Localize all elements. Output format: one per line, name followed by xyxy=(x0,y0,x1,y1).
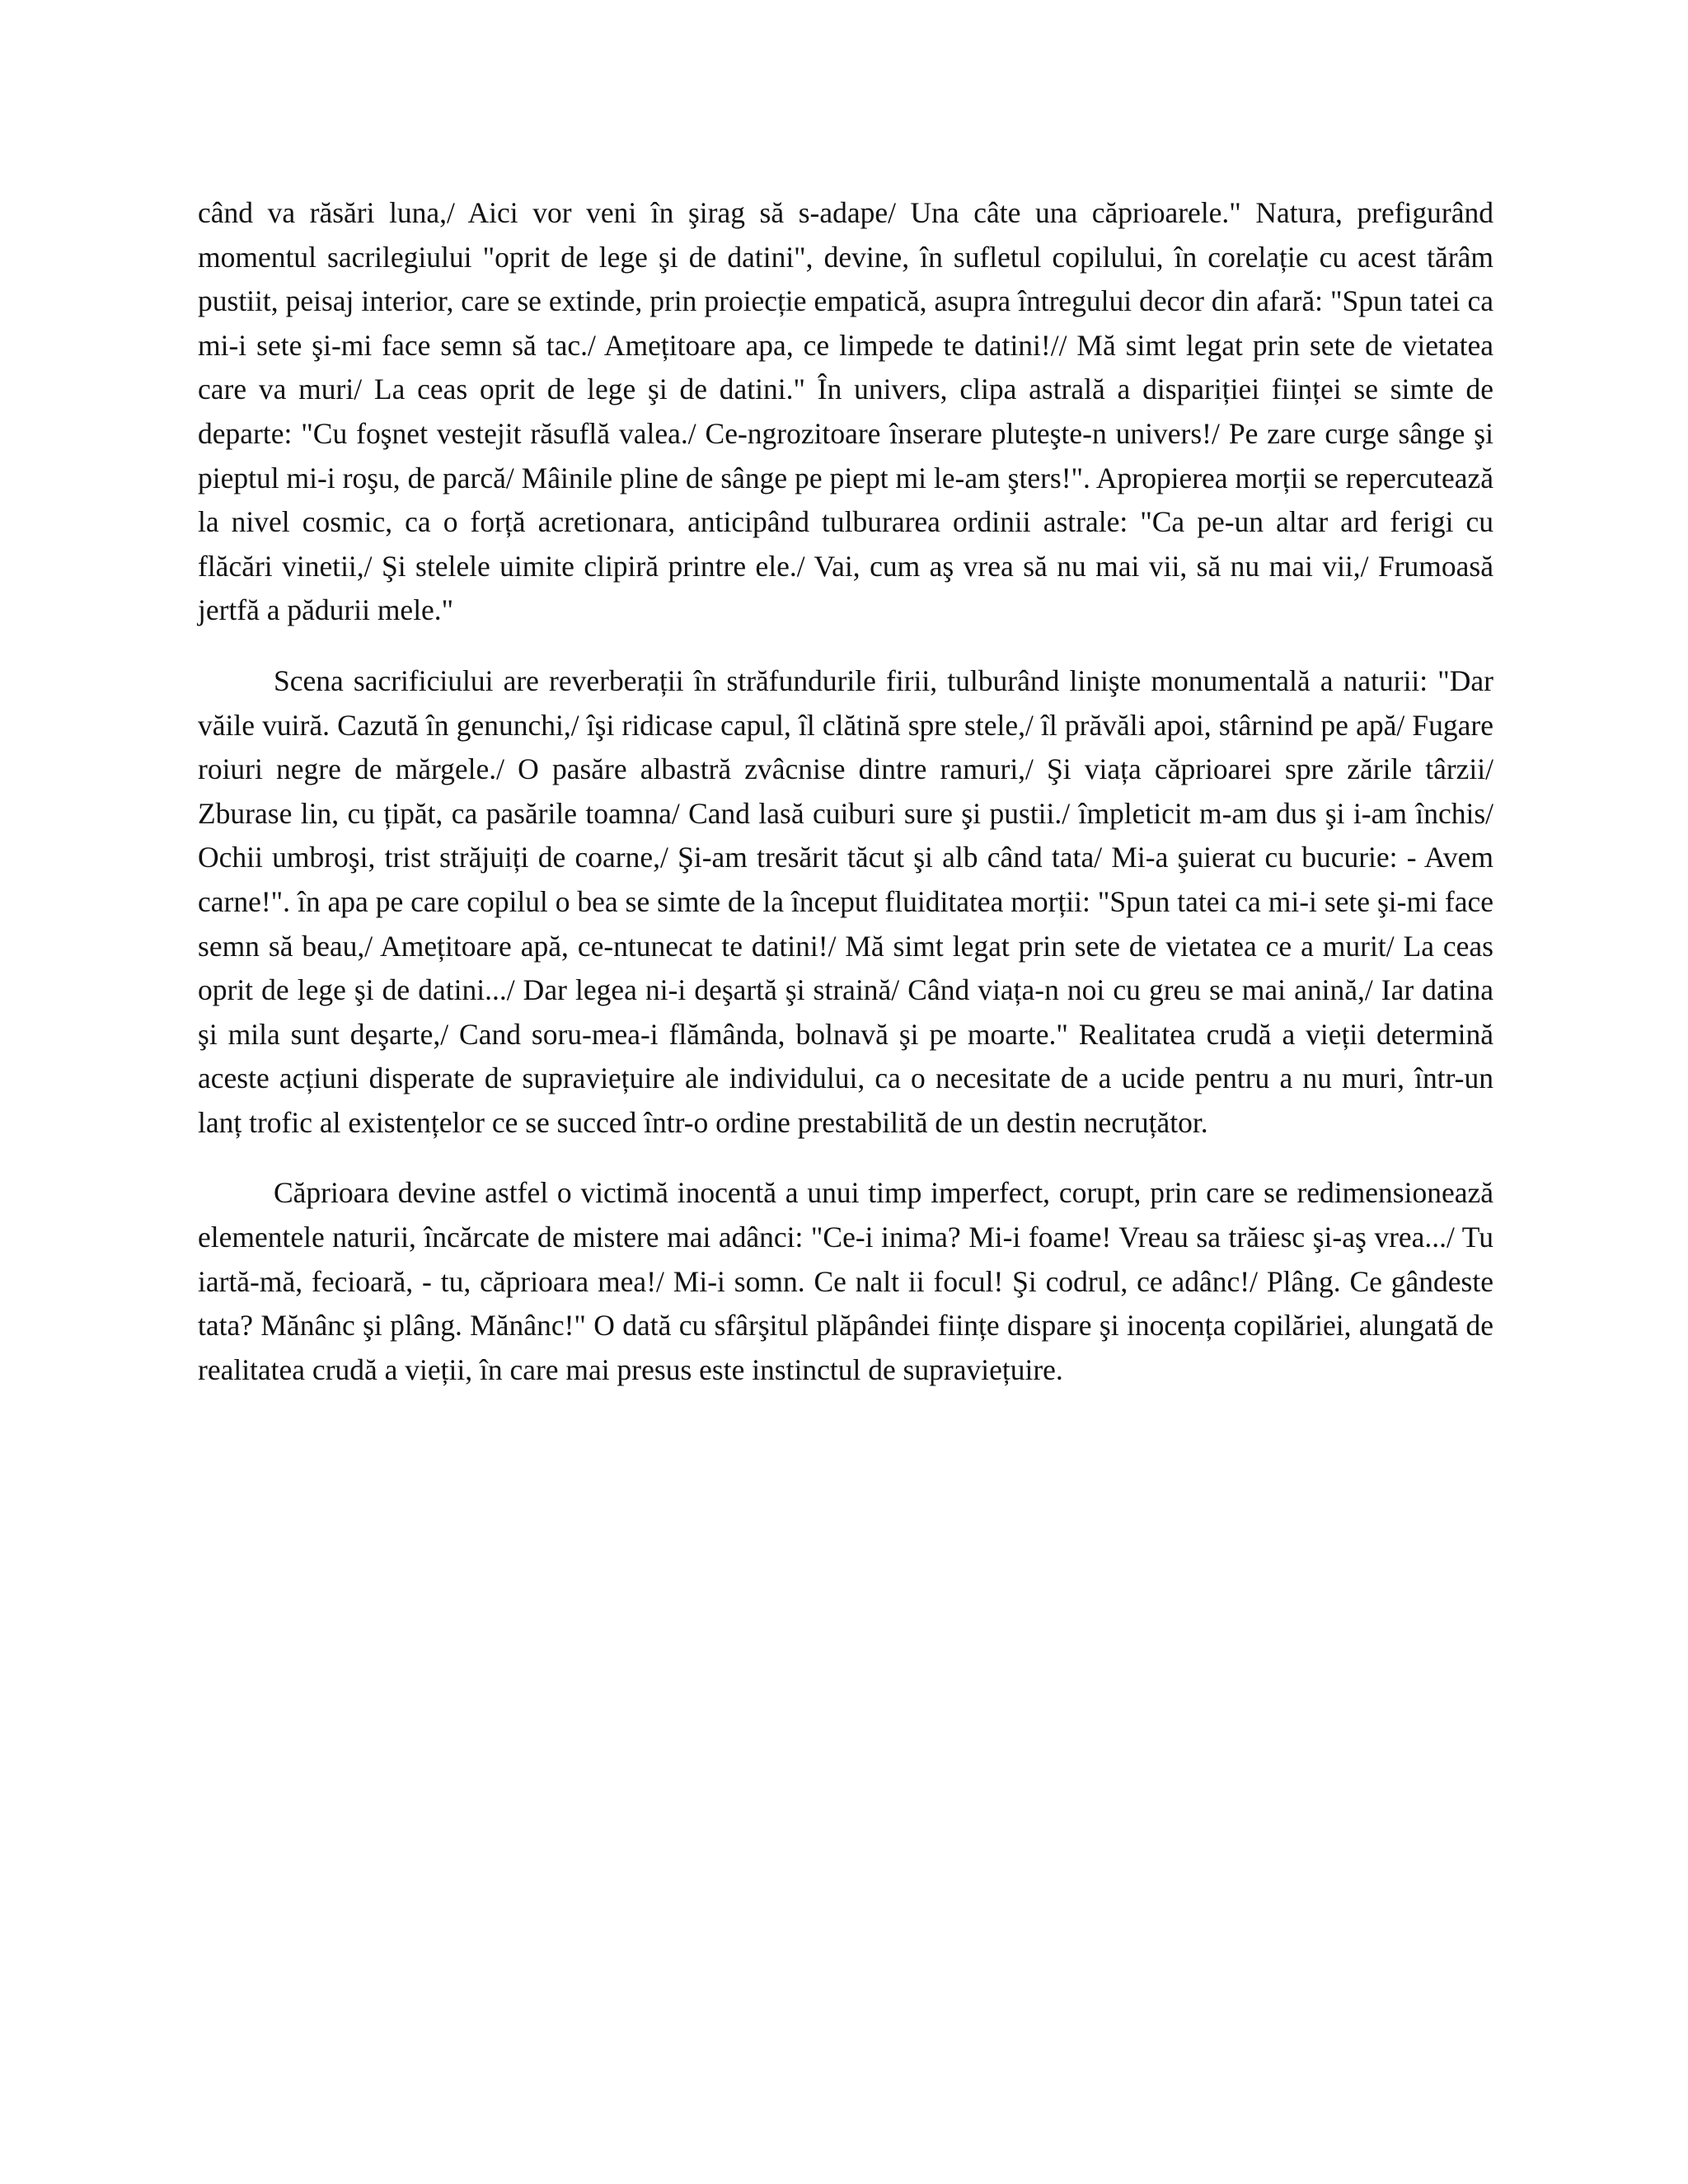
paragraph-1: când va răsări luna,/ Aici vor veni în şirag să s-adape/ Una câte una căprioarele." Natura, prefigurând momentul sacrilegiului "oprit de lege şi de datini", devine, în sufletul copilului, în corelație cu acest tărâm pustiit, peisaj interior, care se extinde, prin proiecție empatică, asupra întregului decor din afară: "Spun tatei ca mi-i sete şi-mi face semn să tac./ Amețitoare apa, ce limpede te datini!// Mă simt legat prin sete de vietatea care va muri/ La ceas oprit de lege şi de datini." În univers, clipa astrală a dispariției ființei se simte de departe: "Cu foşnet vestejit răsuflă valea./ Ce-ngrozitoare înserare pluteşte-n univers!/ Pe zare curge sânge şi pieptul mi-i roşu, de parcă/ Mâinile pline de sânge pe piept mi le-am şters!". Apropierea morții se repercutează la nivel cosmic, ca o forță acretionara, anticipând tulburarea ordinii astrale: "Ca pe-un altar ard ferigi cu flăcări vinetii,/ Şi stelele uimite clipiră printre ele./ Vai, cum aş vrea să nu mai vii, să nu mai vii,/ Frumoasă jertfă a pădurii mele." xyxy=(198,196,1493,627)
paragraph-3: Căprioara devine astfel o victimă inocentă a unui timp imperfect, corupt, prin care se redimensionează elementele naturii, încărcate de mistere mai adânci: "Ce-i inima? Mi-i foame! Vreau sa trăiesc şi-aş vrea.../ Tu iartă-mă, fecioară, - tu, căprioara mea!/ Mi-i somn. Ce nalt ii focul! Şi codrul, ce adânc!/ Plâng. Ce gândeste tata? Mănânc şi plâng. Mănânc!" O dată cu sfârşitul plăpândei ființe dispare şi inocența copilăriei, alungată de realitatea crudă a vieții, în care mai presus este instinctul de supraviețuire. xyxy=(198,1176,1493,1386)
document-body xyxy=(198,191,1493,1418)
paragraph-2: Scena sacrificiului are reverberații în străfundurile firii, tulburând linişte monumentală a naturii: "Dar văile vuiră. Cazută în genunchi,/ îşi ridicase capul, îl clătină spre stele,/ îl prăvăli apoi, stârnind pe apă/ Fugare roiuri negre de mărgele./ O pasăre albastră zvâcnise dintre ramuri,/ Şi viața căprioarei spre zările târzii/ Zburase lin, cu țipăt, ca pasările toamna/ Cand lasă cuiburi sure şi pustii./ împleticit m-am dus şi i-am închis/ Ochii umbroşi, trist străjuiți de coarne,/ Şi-am tresărit tăcut şi alb când tata/ Mi-a şuierat cu bucurie: - Avem carne!". în apa pe care copilul o bea se simte de la început fluiditatea morții: "Spun tatei ca mi-i sete şi-mi face semn să beau,/ Amețitoare apă, ce-ntunecat te datini!/ Mă simt legat prin sete de vietatea ce a murit/ La ceas oprit de lege şi de datini.../ Dar legea ni-i deşartă şi straină/ Când viața-n noi cu greu se mai anină,/ Iar datina şi mila sunt deşarte,/ Cand soru-mea-i flămânda, bolnavă şi pe moarte." Realitatea crudă a vieții determină aceste acțiuni disperate de supraviețuire ale individului, ca o necesitate de a ucide pentru a nu muri, într-un lanț trofic al existențelor ce se succed într-o ordine prestabilită de un destin necruțător. xyxy=(198,663,1493,1139)
